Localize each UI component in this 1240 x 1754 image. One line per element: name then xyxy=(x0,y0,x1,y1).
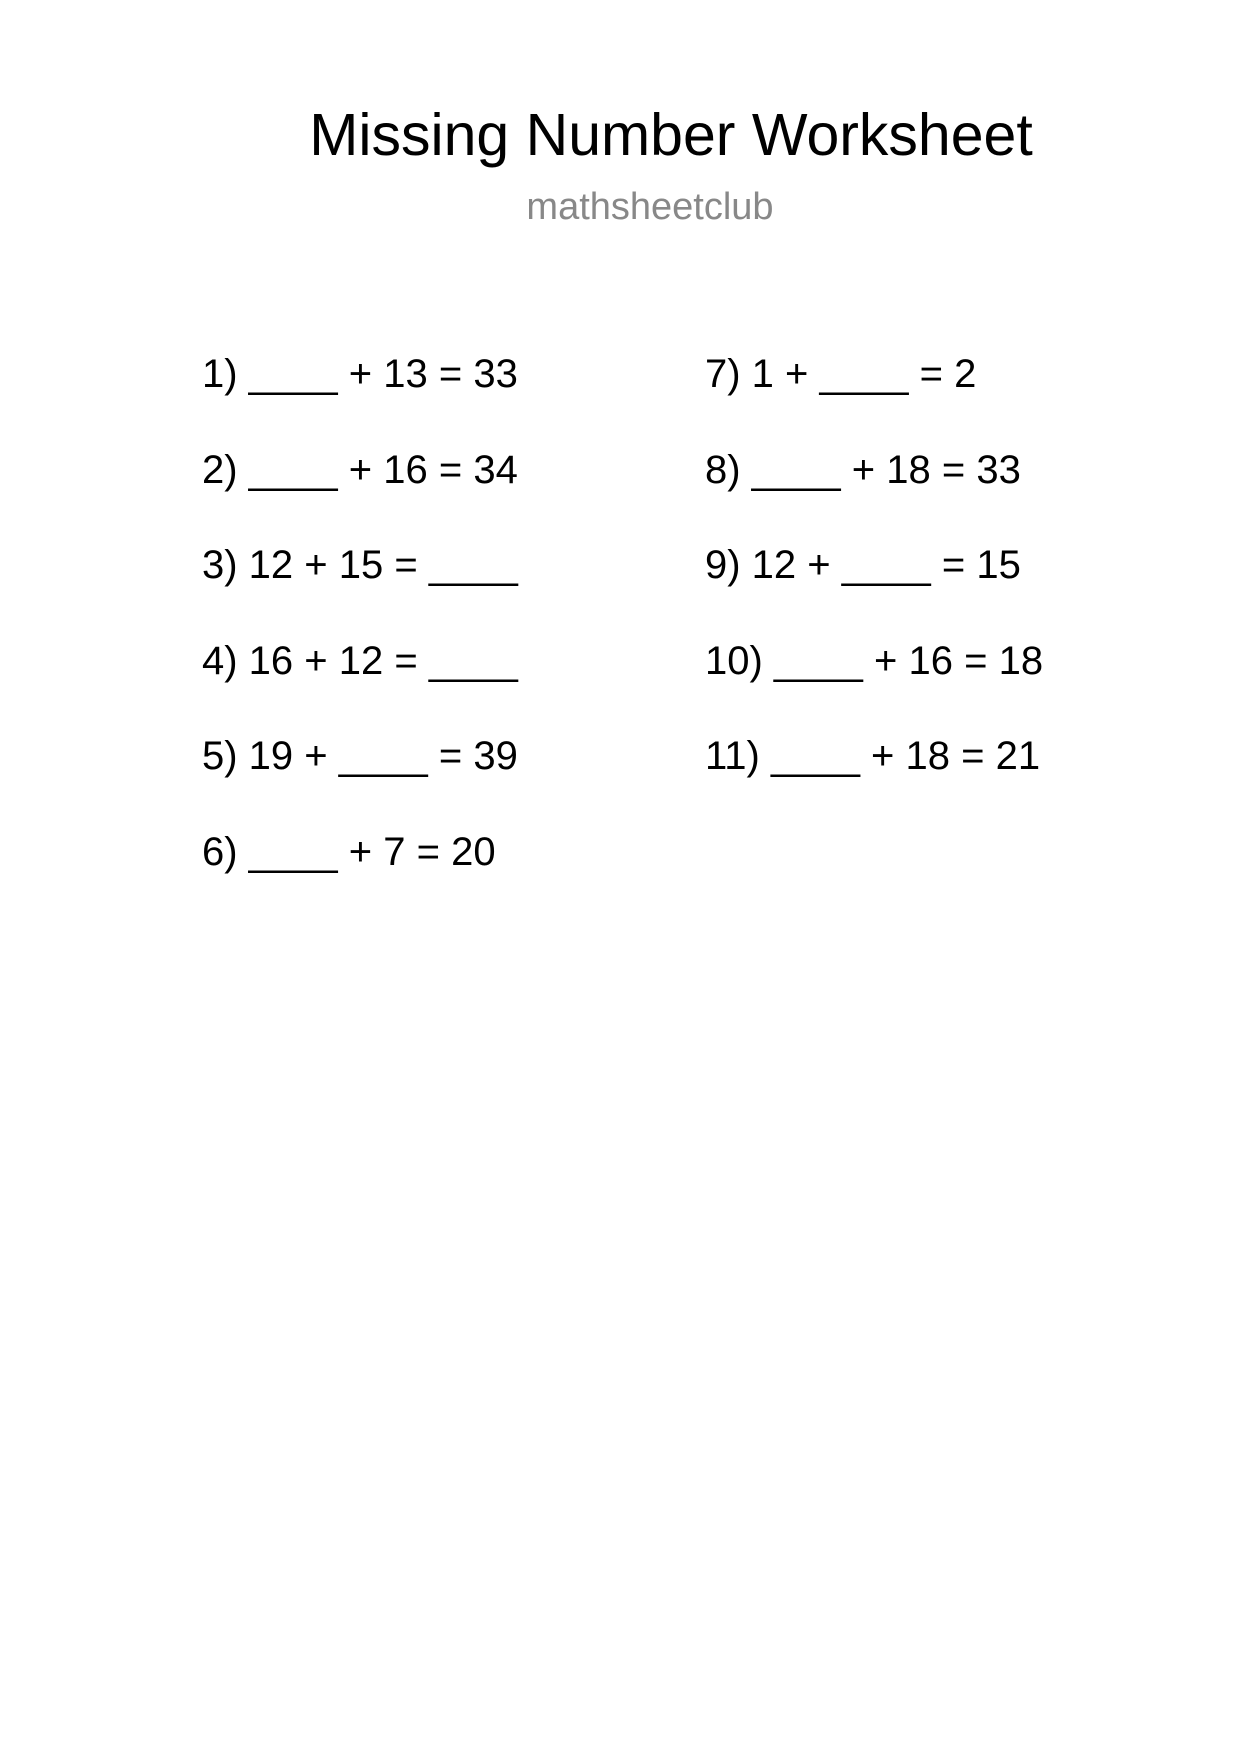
problem-9: 9) 12 + ____ = 15 xyxy=(705,543,1021,587)
problem-column-right xyxy=(705,352,1043,830)
problem-7: 7) 1 + ____ = 2 xyxy=(705,352,977,396)
worksheet-subtitle: mathsheetclub xyxy=(526,186,774,228)
problem-column-left xyxy=(202,352,518,925)
problem-1: 1) ____ + 13 = 33 xyxy=(202,352,518,396)
problem-6: 6) ____ + 7 = 20 xyxy=(202,829,496,874)
problem-2: 2) ____ + 16 = 34 xyxy=(202,447,518,492)
problem-10: 10) ____ + 16 = 18 xyxy=(705,638,1044,683)
problem-4: 4) 16 + 12 = ____ xyxy=(202,638,518,683)
problem-5: 5) 19 + ____ = 39 xyxy=(202,734,518,778)
worksheet-title: Missing Number Worksheet xyxy=(309,102,1033,168)
problem-11: 11) ____ + 18 = 21 xyxy=(705,734,1041,778)
problem-8: 8) ____ + 18 = 33 xyxy=(705,447,1021,492)
problem-3: 3) 12 + 15 = ____ xyxy=(202,543,518,587)
